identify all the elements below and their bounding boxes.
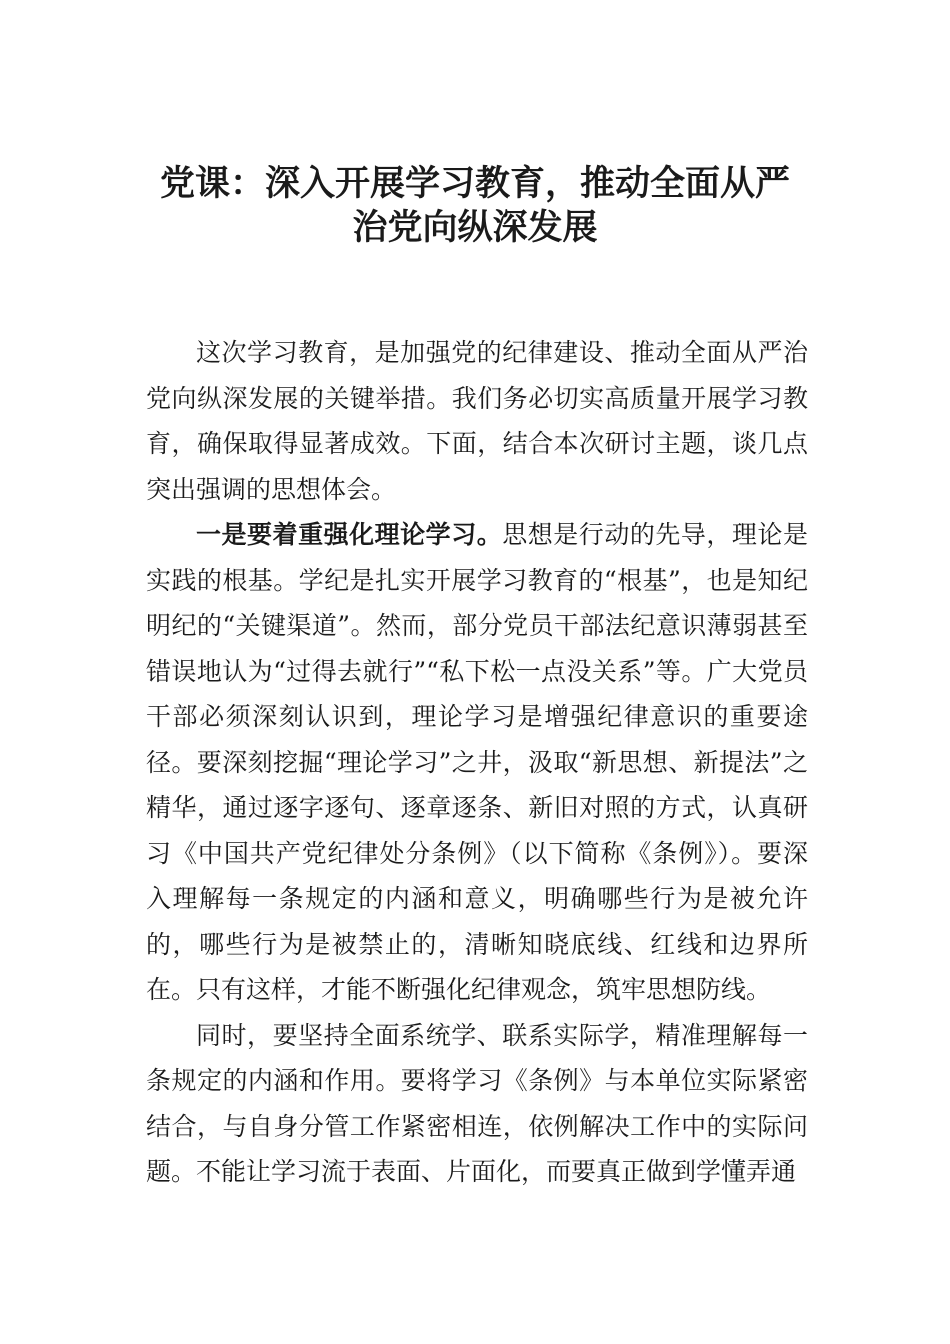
paragraph-theory-study bbox=[146, 512, 808, 1013]
paragraph-text: 思想是行动的先导，理论是实践的根基。学纪是扎实开展学习教育的“根基”，也是知纪明纪的“关键渠道”。然而，部分党员干部法纪意识薄弱甚至错误地认为“过得去就行”“私下松一点没关系”等。广大党员干部必须深刻认识到，理论学习是增强纪律意识的重要途径。要深刻挖掘“理论学习”之井，汲取“新思想、新提法”之精华，通过逐字逐句、逐章逐条、新旧对照的方式，认真研习《中国共产党纪律处分条例》（以下简称《条例》）。要深入理解每一条规定的内涵和意义，明确哪些行为是被允许的，哪些行为是被禁止的，清晰知晓底线、红线和边界所在。只有这样，才能不断强化纪律观念，筑牢思想防线。 bbox=[146, 520, 808, 1004]
paragraph-text: 这次学习教育，是加强党的纪律建设、推动全面从严治党向纵深发展的关键举措。我们务必切实高质量开展学习教育，确保取得显著成效。下面，结合本次研讨主题，谈几点突出强调的思想体会。 bbox=[146, 338, 808, 504]
document-title-line-2: 治党向纵深发展 bbox=[352, 207, 598, 248]
paragraph-systematic-study bbox=[146, 1013, 808, 1195]
document-title-line-1: 党课：深入开展学习教育，推动全面从严 bbox=[159, 163, 790, 204]
paragraph-text: 同时，要坚持全面系统学、联系实际学，精准理解每一条规定的内涵和作用。要将学习《条例》与本单位实际紧密结合，与自身分管工作紧密相连，依例解决工作中的实际问题。不能让学习流于表面、片面化，而要真正做到学懂弄通 bbox=[146, 1020, 808, 1186]
document-body bbox=[146, 330, 808, 1195]
paragraph-lead-heading: 一是要着重强化理论学习。 bbox=[196, 520, 503, 549]
paragraph-intro bbox=[146, 330, 808, 512]
